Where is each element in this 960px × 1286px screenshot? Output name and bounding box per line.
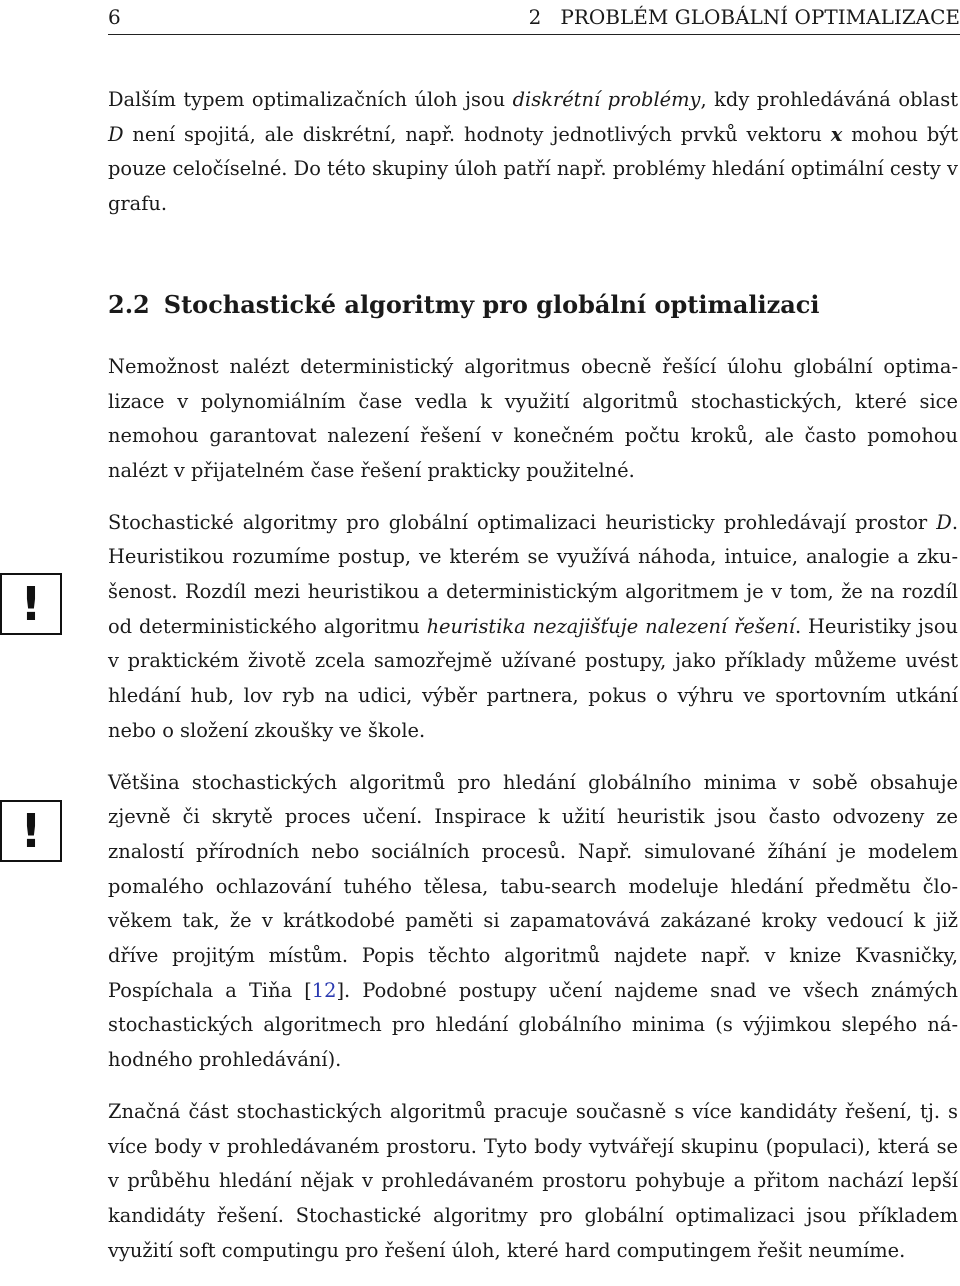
running-head: 2 PROBLÉM GLOBÁLNÍ OPTIMALIZACE <box>528 5 960 29</box>
body-paragraph: Stochastické algoritmy pro globální optimalizaci heuristicky prohledávají prostor D. Heuristikou rozumíme postup, ve kterém se využívá náhoda, intuice, analogie a zkušenost. Rozdíl mezi heuristikou a deterministickým algoritmem je v tom, že na rozdíl od deterministického algoritmu heuristika nezajišťuje nalezení řešení. Heuristiky jsou v praktickém životě zcela samozřejmě užívané postupy, jako příklady můžeme uvést hledání hub, lov ryb na udici, výběr partnera, pokus o výhru ve sportovním utkání nebo o složení zkoušky ve škole. <box>108 510 958 742</box>
exclamation-warning-icon: ! <box>0 573 62 635</box>
exclamation-warning-icon: ! <box>0 800 62 862</box>
math-variable: D <box>108 122 124 146</box>
intro-paragraph: Dalším typem optimalizačních úloh jsou diskrétní problémy, kdy prohledáváná oblast D není spojitá, ale diskrétní, např. hodnoty jednotlivých prvků vektoru x mohou být pouze celočíselné. Do této skupiny úloh patří např. problémy hledání optimální cesty v grafu. <box>108 88 958 216</box>
section-heading <box>108 290 958 320</box>
body-paragraph: Značná část stochastických algoritmů pracuje současně s více kandidáty řešení, tj. s více body v prohledávaném prostoru. Tyto body vytvářejí skupinu (populaci), která se v průběhu hledání nějak v prohledávaném prostoru pohybuje a přitom nachází lepší kandidáty řešení. Stochastické algoritmy pro globální optimalizaci jsou příkladem využití soft computingu pro řešení úloh, které hard computingem řešit neumíme. <box>108 1099 958 1262</box>
page-number: 6 <box>108 5 121 29</box>
emphasis: diskrétní problémy <box>512 88 701 111</box>
page-header <box>108 0 960 35</box>
body-paragraph: Většina stochastických algoritmů pro hledání globálního minima v sobě obsahuje zjevně či skrytě proces učení. Inspirace k užití heuristik jsou často odvozeny ze znalostí přírodních nebo sociálních procesů. Např. simulované žíhání je modelem pomalého ochlazování tuhého tělesa, tabu-search modeluje hledání předmětu člověkem tak, že v krátkodobé paměti si zapamatovává zakázané kroky vedoucí k již dříve projitým místům. Popis těchto algoritmů najdete např. v knize Kvasničky, Pospíchala a Tiňa [12]. Podobné postupy učení najdeme snad ve všech známých stochastických algoritmech pro hledání globálního minima (s výjimkou slepého náhodného prohledávání). <box>108 770 958 1072</box>
page-body <box>108 83 958 1268</box>
math-variable: D <box>936 510 952 534</box>
citation-link[interactable]: 12 <box>311 978 337 1002</box>
math-vector: x <box>830 122 843 146</box>
body-paragraph: Nemožnost nalézt deterministický algoritmus obecně řešící úlohu globální optimalizace v polynomiálním čase vedla k využití algoritmů stochastických, které sice nemohou garantovat nalezení řešení v konečném počtu kroků, ale často pomohou nalézt v přijatelném čase řešení prakticky použitelné. <box>108 354 958 482</box>
emphasis: heuristika nezajišťuje nalezení řešení <box>426 614 795 638</box>
section-title: Stochastické algoritmy pro globální optimalizaci <box>163 289 820 319</box>
section-number: 2.2 <box>108 289 150 319</box>
